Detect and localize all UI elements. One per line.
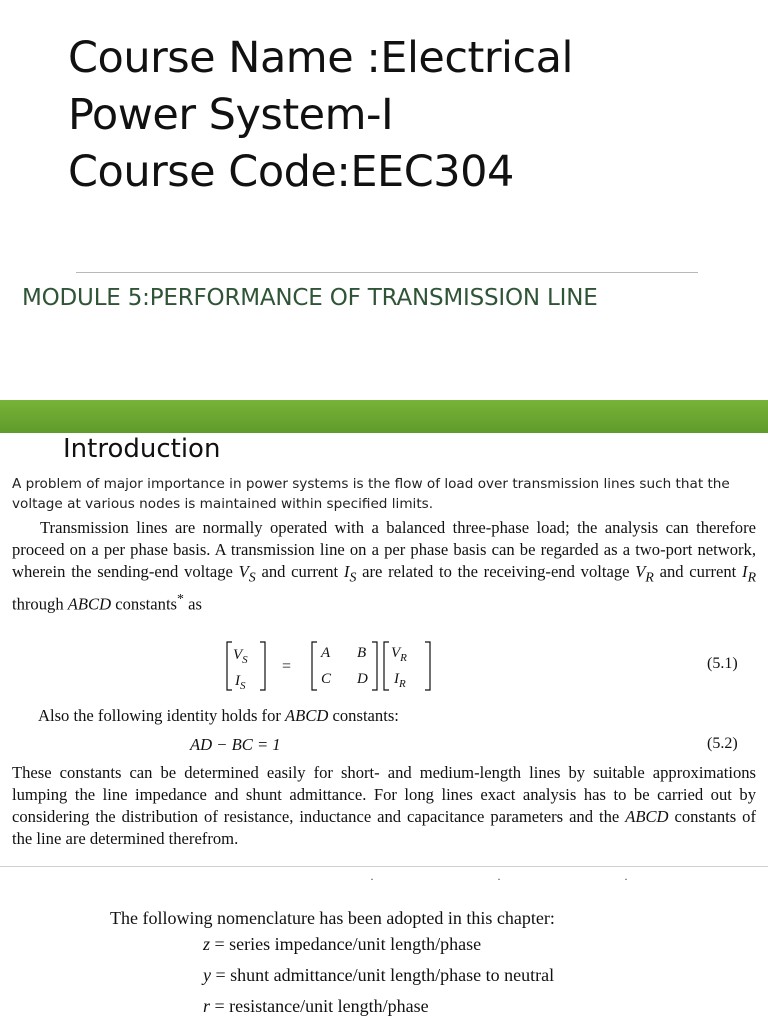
title-divider — [76, 272, 698, 273]
svg-text:=: = — [282, 658, 292, 675]
slide-header-bar — [0, 400, 768, 433]
svg-text:C: C — [321, 671, 332, 687]
svg-text:IS: $I_S$ — [235, 673, 246, 692]
course-title — [68, 30, 748, 201]
svg-text:D: D — [357, 671, 368, 687]
course-title-line-1: Course Name :Electrical — [68, 33, 573, 83]
svg-text:B: B — [357, 645, 367, 661]
course-title-line-2: Power System-I — [68, 90, 394, 140]
course-title-line-3: Course Code:EEC304 — [68, 147, 514, 197]
equation-5-2: AD − BC = 1 — [190, 735, 281, 754]
paragraph-two-port: Transmission lines are normally operated with a balanced three-phase load; the analysis can therefore proceed on a per phase basis. A transmission line on a per phase basis can be regarded as a two-port network, wherein the sending-end voltage $V_S$ and current $I_S$ are related to the receiving-end voltage $V_R$ and current $I_R$ through ABCD constants* as — [12, 518, 757, 614]
nomenclature-item: z = series impedance/unit length/phase — [203, 934, 482, 954]
paragraph-identity: Also the following identity holds for ABCD constants: — [38, 706, 399, 725]
nomenclature-item: r = resistance/unit length/phase — [203, 996, 429, 1016]
intro-paragraph: A problem of major importance in power systems is the flow of load over transmission lines such that the voltage at various nodes is maintained within specified limits. — [12, 476, 730, 512]
svg-text:A: A — [321, 645, 331, 661]
nomenclature-item: y = shunt admittance/unit length/phase to neutral — [203, 965, 555, 985]
section-heading: Introduction — [63, 434, 221, 464]
scan-marks: · · · — [370, 872, 688, 886]
module-title: MODULE 5:PERFORMANCE OF TRANSMISSION LINE — [22, 285, 598, 311]
slide-divider — [0, 866, 768, 867]
equation-5-1 — [224, 638, 454, 694]
nomenclature-intro: The following nomenclature has been adopted in this chapter: — [110, 908, 555, 928]
equation-number-5-1: (5.1) — [707, 655, 738, 672]
equation-number-5-2: (5.2) — [707, 735, 738, 752]
svg-text:IR: $I_R$ — [394, 671, 406, 690]
paragraph-constants: These constants can be determined easily for short- and medium-length lines by suitable approximations lumping the line impedance and shunt admittance. For long lines exact analysis has to be carried out by considering the distribution of resistance, inductance and capacitance parameters and the ABCD constants of the line are determined therefrom. — [12, 763, 756, 848]
svg-text:VR: $V_R$ — [391, 645, 407, 664]
svg-text:VS: $V_S$ — [233, 647, 248, 666]
